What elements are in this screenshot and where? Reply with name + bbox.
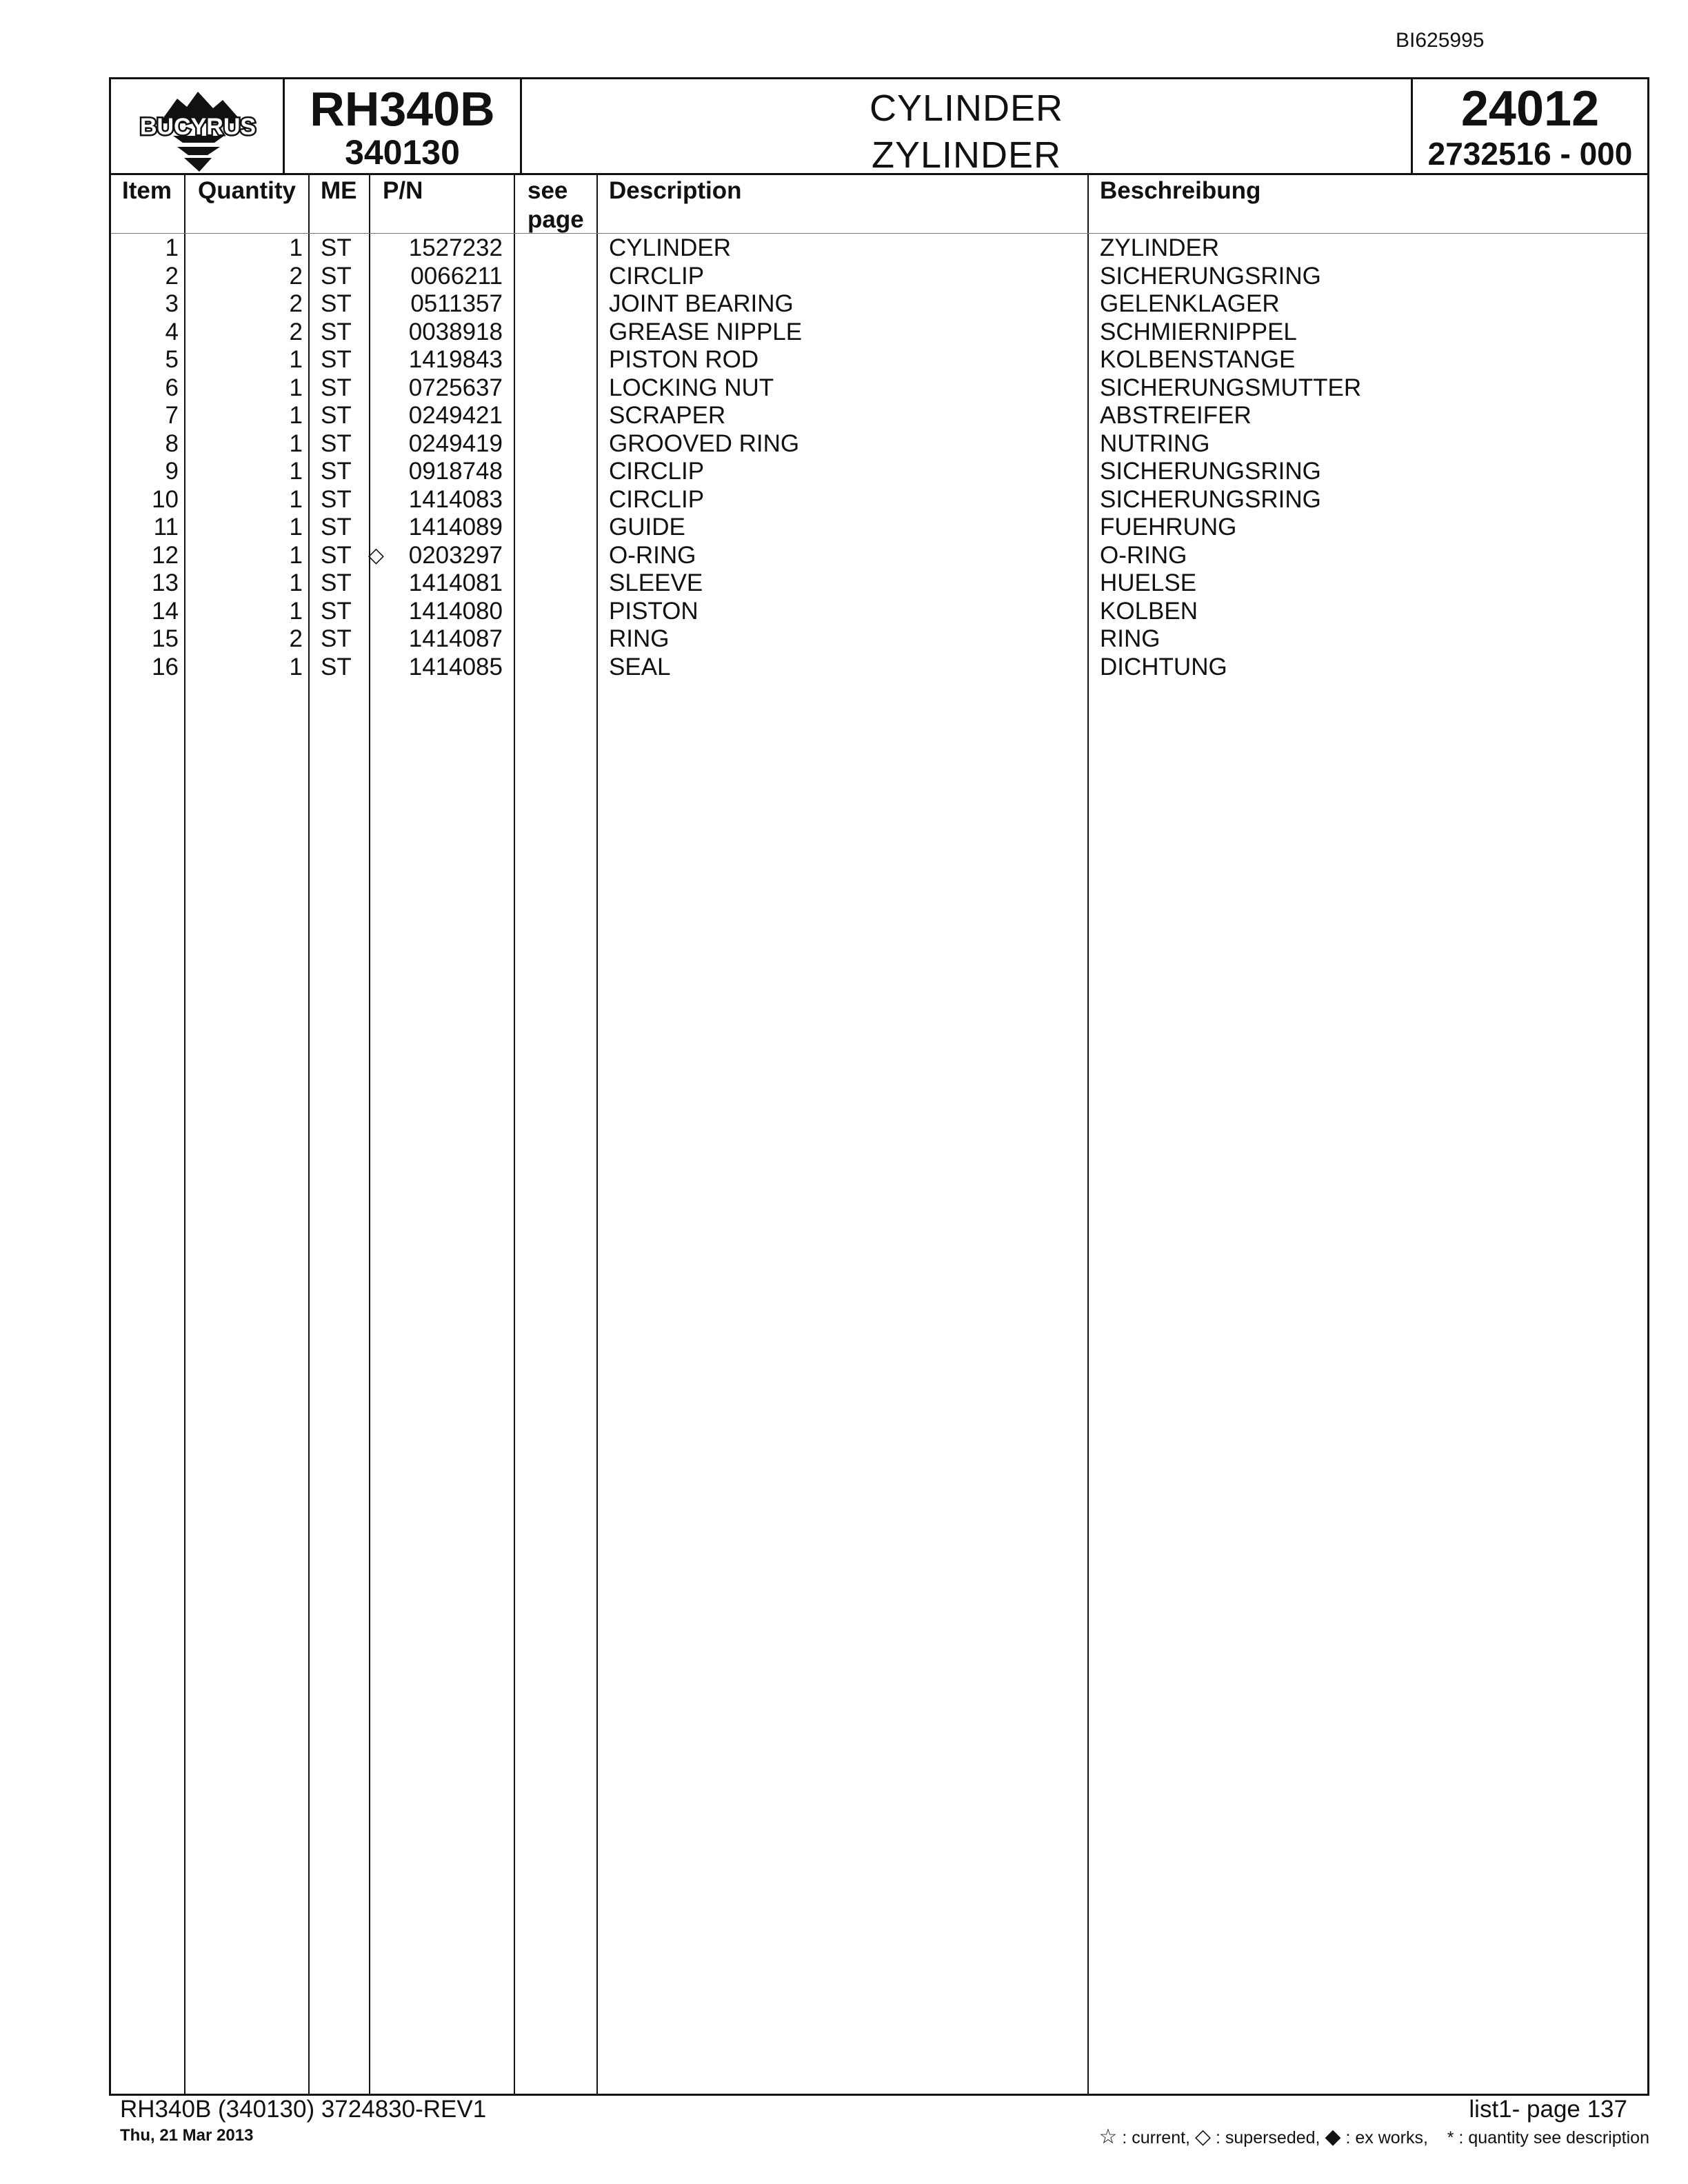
unit: ST bbox=[321, 402, 352, 429]
beschreibung: HUELSE bbox=[1100, 569, 1197, 596]
quantity: 1 bbox=[289, 429, 303, 457]
part-number: 0918748 bbox=[408, 458, 503, 485]
unit: ST bbox=[321, 429, 352, 457]
table-row bbox=[111, 346, 1647, 374]
column-header-quantity: Quantity bbox=[198, 177, 296, 204]
beschreibung: KOLBEN bbox=[1100, 597, 1198, 625]
part-number: 0066211 bbox=[410, 262, 503, 290]
beschreibung: O-RING bbox=[1100, 541, 1187, 569]
header-rule bbox=[111, 233, 1647, 234]
quantity: 1 bbox=[289, 597, 303, 625]
description: PISTON bbox=[609, 597, 699, 625]
item-number: 3 bbox=[165, 290, 179, 317]
table-row bbox=[111, 542, 1647, 570]
table-row bbox=[111, 514, 1647, 542]
quantity: 1 bbox=[289, 541, 303, 569]
quantity: 1 bbox=[289, 234, 303, 261]
header-box bbox=[109, 77, 1649, 175]
unit: ST bbox=[321, 514, 352, 540]
description: CIRCLIP bbox=[609, 458, 705, 485]
item-number: 12 bbox=[152, 541, 179, 569]
table-row bbox=[111, 263, 1647, 291]
description: O-RING bbox=[609, 541, 696, 569]
table-row bbox=[111, 234, 1647, 263]
unit: ST bbox=[321, 653, 352, 680]
column-header-item: Item bbox=[122, 177, 172, 204]
table-row bbox=[111, 290, 1647, 318]
beschreibung: ABSTREIFER bbox=[1100, 402, 1252, 429]
beschreibung: SICHERUNGSMUTTER bbox=[1100, 374, 1362, 401]
svg-text:BUCYRUS: BUCYRUS bbox=[139, 114, 257, 140]
unit: ST bbox=[321, 262, 352, 290]
beschreibung: DICHTUNG bbox=[1100, 653, 1227, 680]
unit: ST bbox=[321, 374, 352, 401]
item-number: 11 bbox=[153, 514, 179, 540]
item-number: 8 bbox=[165, 429, 179, 457]
description: PISTON ROD bbox=[609, 346, 759, 373]
column-header-me: ME bbox=[321, 177, 357, 204]
title-german: ZYLINDER bbox=[871, 134, 1062, 176]
quantity: 1 bbox=[289, 374, 303, 401]
part-number: 0203297 bbox=[408, 541, 503, 569]
part-number: 0725637 bbox=[408, 374, 503, 401]
description: CIRCLIP bbox=[609, 485, 705, 513]
column-header-pn: P/N bbox=[383, 177, 423, 204]
quantity: 2 bbox=[289, 262, 303, 290]
model-number: 340130 bbox=[345, 133, 460, 172]
bucyrus-logo bbox=[111, 79, 281, 174]
parts-table bbox=[109, 175, 1649, 2096]
unit: ST bbox=[321, 346, 352, 373]
unit: ST bbox=[321, 541, 352, 569]
part-number: 0511357 bbox=[410, 290, 503, 317]
table-row bbox=[111, 569, 1647, 598]
description: GREASE NIPPLE bbox=[609, 318, 803, 345]
part-number: 0249419 bbox=[408, 429, 503, 457]
table-row bbox=[111, 318, 1647, 347]
description: CYLINDER bbox=[609, 234, 731, 261]
part-number: 1527232 bbox=[408, 234, 503, 261]
part-reference: 2732516 - 000 bbox=[1427, 136, 1633, 172]
symbol-legend bbox=[1099, 2125, 1650, 2149]
part-number: 1414081 bbox=[408, 569, 503, 596]
quantity: 2 bbox=[289, 318, 303, 345]
column-header-see-page bbox=[528, 176, 584, 234]
column-header-description: Description bbox=[609, 177, 742, 204]
description: SEAL bbox=[609, 653, 671, 680]
document-id: BI625995 bbox=[1396, 29, 1485, 52]
item-number: 1 bbox=[165, 234, 179, 261]
legend-quantity: * : quantity see description bbox=[1447, 2128, 1649, 2147]
table-row bbox=[111, 625, 1647, 654]
beschreibung: RING bbox=[1100, 625, 1160, 652]
quantity: 1 bbox=[289, 346, 303, 373]
unit: ST bbox=[321, 597, 352, 625]
legend-superseded: : superseded, bbox=[1216, 2128, 1320, 2147]
description: LOCKING NUT bbox=[609, 374, 774, 401]
beschreibung: NUTRING bbox=[1100, 429, 1210, 457]
legend-current: : current, bbox=[1122, 2128, 1191, 2147]
quantity: 1 bbox=[289, 653, 303, 680]
table-row bbox=[111, 486, 1647, 514]
superseded-icon: ◇ bbox=[368, 543, 384, 567]
quantity: 1 bbox=[289, 402, 303, 429]
table-row bbox=[111, 458, 1647, 486]
see-page-line-1: see bbox=[528, 177, 568, 204]
title-cell bbox=[522, 79, 1413, 176]
item-number: 5 bbox=[165, 346, 179, 373]
part-number: 1414083 bbox=[408, 485, 503, 513]
item-number: 14 bbox=[152, 597, 179, 625]
table-row bbox=[111, 374, 1647, 403]
unit: ST bbox=[321, 318, 352, 345]
item-number: 7 bbox=[165, 402, 179, 429]
beschreibung: GELENKLAGER bbox=[1100, 290, 1280, 317]
title-english: CYLINDER bbox=[869, 88, 1064, 129]
description: GUIDE bbox=[609, 514, 685, 540]
table-body bbox=[111, 234, 1647, 681]
table-row bbox=[111, 430, 1647, 458]
item-number: 4 bbox=[165, 318, 179, 345]
table-row bbox=[111, 402, 1647, 430]
diamond-outline-icon: ◇ bbox=[1194, 2125, 1212, 2148]
unit: ST bbox=[321, 234, 352, 261]
beschreibung: FUEHRUNG bbox=[1100, 514, 1237, 540]
beschreibung: KOLBENSTANGE bbox=[1100, 346, 1296, 373]
column-header-beschreibung: Beschreibung bbox=[1100, 177, 1261, 204]
beschreibung: SICHERUNGSRING bbox=[1100, 458, 1321, 485]
unit: ST bbox=[321, 458, 352, 485]
item-number: 16 bbox=[152, 653, 179, 680]
group-number-cell bbox=[1413, 79, 1647, 173]
model-cell bbox=[285, 79, 522, 173]
quantity: 1 bbox=[289, 458, 303, 485]
item-number: 15 bbox=[152, 625, 179, 652]
part-number: 0249421 bbox=[408, 402, 503, 429]
group-number: 24012 bbox=[1460, 81, 1600, 136]
item-number: 13 bbox=[152, 569, 179, 596]
description: RING bbox=[609, 625, 670, 652]
footer-reference: RH340B (340130) 3724830-REV1 bbox=[120, 2096, 487, 2123]
footer-date: Thu, 21 Mar 2013 bbox=[120, 2126, 254, 2145]
quantity: 2 bbox=[289, 625, 303, 652]
description: GROOVED RING bbox=[609, 429, 800, 457]
item-number: 9 bbox=[165, 458, 179, 485]
beschreibung: SCHMIERNIPPEL bbox=[1100, 318, 1297, 345]
item-number: 10 bbox=[152, 485, 179, 513]
quantity: 1 bbox=[289, 485, 303, 513]
star-icon: ☆ bbox=[1098, 2125, 1118, 2148]
part-number: 1414085 bbox=[408, 653, 503, 680]
unit: ST bbox=[321, 569, 352, 596]
legend-ex-works: : ex works, bbox=[1345, 2128, 1428, 2147]
beschreibung: ZYLINDER bbox=[1100, 234, 1220, 261]
description: JOINT BEARING bbox=[609, 290, 794, 317]
quantity: 1 bbox=[289, 514, 303, 540]
unit: ST bbox=[321, 290, 352, 317]
quantity: 2 bbox=[289, 290, 303, 317]
beschreibung: SICHERUNGSRING bbox=[1100, 262, 1321, 290]
logo-cell bbox=[111, 79, 285, 173]
page-number: list1- page 137 bbox=[1469, 2096, 1627, 2123]
quantity: 1 bbox=[289, 569, 303, 596]
description: CIRCLIP bbox=[609, 262, 705, 290]
description: SCRAPER bbox=[609, 402, 726, 429]
beschreibung: SICHERUNGSRING bbox=[1100, 485, 1321, 513]
part-number: 0038918 bbox=[408, 318, 503, 345]
item-number: 2 bbox=[165, 262, 179, 290]
part-number: 1414080 bbox=[408, 597, 503, 625]
unit: ST bbox=[321, 625, 352, 652]
table-row bbox=[111, 598, 1647, 626]
part-number: 1414089 bbox=[408, 514, 503, 540]
description: SLEEVE bbox=[609, 569, 703, 596]
model-name: RH340B bbox=[310, 82, 495, 136]
diamond-filled-icon: ◆ bbox=[1325, 2125, 1341, 2148]
part-number: 1414087 bbox=[408, 625, 503, 652]
part-number: 1419843 bbox=[408, 346, 503, 373]
unit: ST bbox=[321, 485, 352, 513]
table-row bbox=[111, 654, 1647, 682]
item-number: 6 bbox=[165, 374, 179, 401]
see-page-line-2: page bbox=[528, 206, 584, 233]
